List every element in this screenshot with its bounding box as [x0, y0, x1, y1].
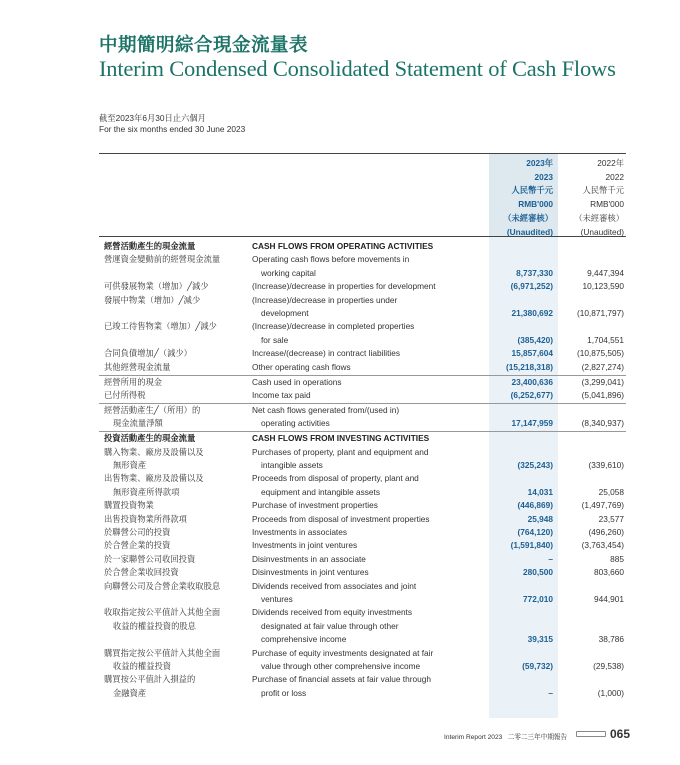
row-label-en: [252, 432, 492, 445]
value-2022: (8,340,937): [581, 418, 624, 429]
row-label-en-line: (Increase)/decrease in completed properties: [252, 321, 415, 332]
col-header-line: (Unaudited): [580, 226, 624, 237]
value-2023: (446,869): [517, 500, 553, 511]
row-label-en-line: profit or loss: [261, 687, 307, 698]
row-label-zh: [104, 320, 249, 333]
row-label-zh: [104, 240, 249, 253]
row-label-zh: [104, 280, 249, 293]
value-2023: 8,737,330: [516, 267, 553, 278]
row-label-en-line: intangible assets: [261, 459, 323, 470]
table-row: [99, 499, 626, 512]
row-label-en-line: for sale: [261, 334, 289, 345]
row-label-en-line: development: [261, 308, 309, 318]
row-label-zh: [104, 404, 249, 431]
value-2023: –: [548, 687, 553, 698]
value-2023: (59,732): [522, 660, 553, 671]
value-2023: (6,252,677): [510, 389, 553, 400]
row-label-zh-line: 發展中物業（增加）╱減少: [104, 294, 201, 305]
col-header-line: 2023: [534, 171, 553, 182]
row-label-en-line: ventures: [261, 593, 293, 604]
table-row: [99, 472, 626, 499]
row-label-zh-line: 購買指定按公平值計入其他全面: [104, 647, 221, 658]
value-2022: 1,704,551: [587, 334, 624, 345]
row-label-en-line: comprehensive income: [261, 634, 347, 645]
col-header-line: 2022年: [597, 158, 624, 168]
row-label-en-line: Purchases of property, plant and equipment and: [252, 446, 429, 457]
row-label-en-line: Purchase of financial assets at fair value through: [252, 674, 431, 685]
row-label-zh: [104, 539, 249, 552]
col-header-line: 人民幣千元: [582, 185, 624, 196]
row-label-en-line: working capital: [261, 267, 316, 278]
row-label-zh-line: 收益的權益投資: [113, 660, 172, 671]
table-row: [99, 539, 626, 552]
value-2022: (3,299,041): [581, 376, 624, 387]
value-2023: 39,315: [527, 634, 553, 645]
row-label-zh-line: 合同負債增加╱（減少）: [104, 348, 192, 359]
row-label-zh-line: 經營所用的現金: [104, 376, 163, 387]
value-2023: 17,147,959: [511, 418, 553, 429]
row-label-zh: [104, 553, 249, 566]
table-row: [99, 566, 626, 579]
row-label-zh: [104, 472, 249, 499]
row-label-en: [252, 404, 492, 431]
row-label-en: [252, 647, 492, 674]
title-en: Interim Condensed Consolidated Statement of Cash Flows: [99, 56, 616, 81]
row-label-en-line: (Increase)/decrease in properties under: [252, 294, 398, 305]
row-label-zh: [104, 347, 249, 360]
row-label-en-line: Other operating cash flows: [252, 361, 351, 372]
table-row: [99, 606, 626, 646]
col-header-line: （未經審核）: [503, 212, 553, 223]
page-number: 065: [610, 727, 631, 741]
row-label-zh: [104, 361, 249, 374]
value-2023: (325,243): [517, 459, 553, 470]
row-label-zh: [104, 446, 249, 473]
value-2022: (2,827,274): [581, 361, 624, 372]
row-label-en: [252, 499, 492, 512]
row-label-zh-line: 營運資金變動前的經營現金流量: [104, 254, 221, 265]
row-label-zh: [104, 673, 249, 700]
row-label-zh-line: 購置投資物業: [104, 500, 154, 511]
row-label-en: [252, 320, 492, 347]
row-label-zh-line: 經營活動產生的現金流量: [104, 241, 196, 251]
row-label-en-line: Income tax paid: [252, 389, 311, 400]
col-header-line: 人民幣千元: [511, 185, 553, 196]
table-row: [99, 553, 626, 566]
col-header-line: 2023年: [526, 158, 553, 168]
value-2023: (764,120): [517, 526, 553, 537]
table-row: [99, 376, 626, 389]
table-row: [99, 513, 626, 526]
row-label-zh-line: 收取指定按公平值計入其他全面: [104, 607, 221, 618]
table-row: [99, 526, 626, 539]
row-label-zh: [104, 566, 249, 579]
value-2022: 803,660: [594, 567, 624, 578]
col-header-line: 2022: [605, 171, 624, 182]
value-2023: 772,010: [523, 593, 553, 604]
row-label-en-line: Increase/(decrease) in contract liabilities: [252, 348, 401, 359]
table-row: [99, 347, 626, 360]
value-2023: (6,971,252): [510, 281, 553, 292]
row-label-zh: [104, 389, 249, 402]
header-top-rule: [99, 153, 626, 154]
row-label-zh: [104, 606, 249, 633]
col-header-line: (Unaudited): [506, 226, 553, 237]
row-label-zh-line: 經營活動產生╱（所用）的: [104, 404, 201, 415]
value-2022: (10,871,797): [576, 307, 624, 318]
value-2022: 10,123,590: [582, 281, 624, 292]
row-label-zh-line: 出售投資物業所得款項: [104, 513, 187, 524]
value-2023: 280,500: [523, 567, 553, 578]
value-2023: –: [548, 553, 553, 564]
section-heading-row: [99, 432, 626, 445]
footer-report-en: Interim Report 2023: [444, 734, 503, 741]
row-label-zh: [104, 499, 249, 512]
row-label-zh-line: 已付所得税: [104, 389, 146, 400]
row-label-zh: [104, 294, 249, 307]
row-label-zh-line: 現金流量淨額: [113, 418, 163, 429]
row-label-zh-line: 購買按公平值計入損益的: [104, 674, 196, 685]
row-label-en: [252, 347, 492, 360]
row-label-en: [252, 294, 492, 321]
table-row: [99, 294, 626, 321]
table-row: [99, 320, 626, 347]
row-label-en: [252, 566, 492, 579]
column-header-2022: [560, 157, 624, 239]
value-2022: 25,058: [598, 486, 624, 497]
row-label-en-line: Cash used in operations: [252, 376, 342, 387]
value-2022: (3,763,454): [581, 540, 624, 551]
value-2023: 21,380,692: [511, 307, 553, 318]
row-label-en: [252, 673, 492, 700]
footer-report-zh: 二零二三年中期報告: [507, 734, 568, 741]
row-label-en: [252, 253, 492, 280]
row-label-zh-line: 無形資產: [113, 459, 147, 470]
row-label-en-line: Disinvestments in an associate: [252, 553, 366, 564]
row-label-en-line: CASH FLOWS FROM OPERATING ACTIVITIES: [252, 241, 434, 251]
row-label-zh-line: 向聯營公司及合營企業收取股息: [104, 580, 221, 591]
row-label-en-line: equipment and intangible assets: [261, 486, 381, 497]
table-row: [99, 647, 626, 674]
row-label-en-line: value through other comprehensive income: [261, 660, 421, 671]
row-label-en: [252, 361, 492, 374]
table-row: [99, 446, 626, 473]
col-header-line: RMB'000: [590, 199, 624, 210]
table-row: [99, 253, 626, 280]
row-label-en-line: Investments in joint ventures: [252, 540, 358, 551]
section-heading-row: [99, 240, 626, 253]
row-label-en-line: Dividends received from associates and joint: [252, 580, 417, 591]
row-label-en: [252, 472, 492, 499]
row-label-zh: [104, 432, 249, 445]
value-2023: (1,591,840): [510, 540, 553, 551]
value-2022: 9,447,394: [587, 267, 624, 278]
row-label-en-line: Proceeds from disposal of property, plant and: [252, 473, 419, 484]
row-label-en-line: Proceeds from disposal of investment properties: [252, 513, 430, 524]
row-label-zh-line: 於合營企業的投資: [104, 540, 171, 551]
period-note: [99, 113, 245, 135]
value-2022: (1,497,769): [581, 500, 624, 511]
row-label-zh-line: 於一家聯營公司收回投資: [104, 553, 196, 564]
row-label-en-line: designated at fair value through other: [261, 620, 399, 631]
row-label-zh-line: 無形資產所得款項: [113, 486, 180, 497]
title-zh: 中期簡明綜合現金流量表: [99, 35, 309, 56]
row-label-en: [252, 446, 492, 473]
row-label-en: [252, 280, 492, 293]
row-label-zh: [104, 580, 249, 593]
row-label-en-line: Operating cash flows before movements in: [252, 254, 410, 265]
value-2023: 25,948: [527, 513, 553, 524]
period-en: For the six months ended 30 June 2023: [99, 124, 246, 134]
row-label-en: [252, 539, 492, 552]
row-label-zh-line: 金融資產: [113, 687, 147, 698]
row-label-zh-line: 於聯營公司的投資: [104, 526, 171, 537]
column-header-2023: [489, 157, 553, 239]
row-label-en: [252, 526, 492, 539]
row-label-en-line: (Increase)/decrease in properties for development: [252, 281, 436, 292]
row-label-zh: [104, 376, 249, 389]
row-label-zh: [104, 513, 249, 526]
table-row: [99, 280, 626, 293]
table-row: [99, 404, 626, 431]
table-row: [99, 361, 626, 374]
row-label-zh-line: 投資活動產生的現金流量: [104, 433, 196, 444]
row-label-en-line: operating activities: [261, 418, 330, 429]
value-2022: 944,901: [594, 593, 624, 604]
row-label-zh-line: 購入物業、廠房及設備以及: [104, 446, 204, 457]
row-label-en-line: Disinvestments in joint ventures: [252, 567, 369, 578]
value-2023: 23,400,636: [511, 376, 553, 387]
value-2023: (385,420): [517, 334, 553, 345]
row-label-en: [252, 580, 492, 607]
row-label-zh-line: 其他經營現金流量: [104, 361, 171, 372]
value-2022: (10,875,505): [576, 348, 624, 359]
row-label-zh-line: 收益的權益投資的股息: [113, 620, 196, 631]
row-label-zh: [104, 526, 249, 539]
value-2023: (15,218,318): [505, 361, 553, 372]
row-label-en: [252, 606, 492, 646]
value-2022: (1,000): [597, 687, 624, 698]
row-label-en-line: Investments in associates: [252, 526, 347, 537]
row-label-en: [252, 376, 492, 389]
value-2022: (29,538): [593, 660, 624, 671]
row-label-zh-line: 出售物業、廠房及設備以及: [104, 473, 204, 484]
value-2023: 14,031: [527, 486, 553, 497]
footer-decoration-bar: [576, 731, 606, 737]
row-label-zh-line: 於合營企業收回投資: [104, 567, 179, 578]
row-label-zh: [104, 647, 249, 674]
value-2023: 15,857,604: [511, 348, 553, 359]
col-header-line: （未經審核）: [574, 212, 624, 223]
footer-report-title: [444, 731, 567, 741]
row-label-en-line: Net cash flows generated from/(used in): [252, 404, 400, 415]
row-label-en-line: CASH FLOWS FROM INVESTING ACTIVITIES: [252, 433, 430, 444]
row-label-zh-line: 可供發展物業（增加）╱減少: [104, 281, 209, 292]
row-label-en-line: Dividends received from equity investments: [252, 607, 413, 618]
table-row: [99, 580, 626, 607]
col-header-line: RMB'000: [518, 199, 553, 210]
table-row: [99, 673, 626, 700]
value-2022: (5,041,896): [581, 389, 624, 400]
value-2022: 38,786: [598, 634, 624, 645]
row-label-en: [252, 240, 492, 253]
value-2022: 885: [610, 553, 624, 564]
row-label-zh-line: 已竣工待售物業（增加）╱減少: [104, 321, 217, 332]
table-row: [99, 389, 626, 402]
row-label-en: [252, 553, 492, 566]
row-label-en-line: Purchase of equity investments designated at fair: [252, 647, 434, 658]
value-2022: (339,610): [588, 459, 624, 470]
row-label-en: [252, 513, 492, 526]
row-label-en-line: Purchase of investment properties: [252, 500, 378, 511]
value-2022: 23,577: [598, 513, 624, 524]
period-zh: 截至2023年6月30日止六個月: [99, 113, 206, 123]
value-2022: (496,260): [588, 526, 624, 537]
row-label-en: [252, 389, 492, 402]
row-label-zh: [104, 253, 249, 266]
